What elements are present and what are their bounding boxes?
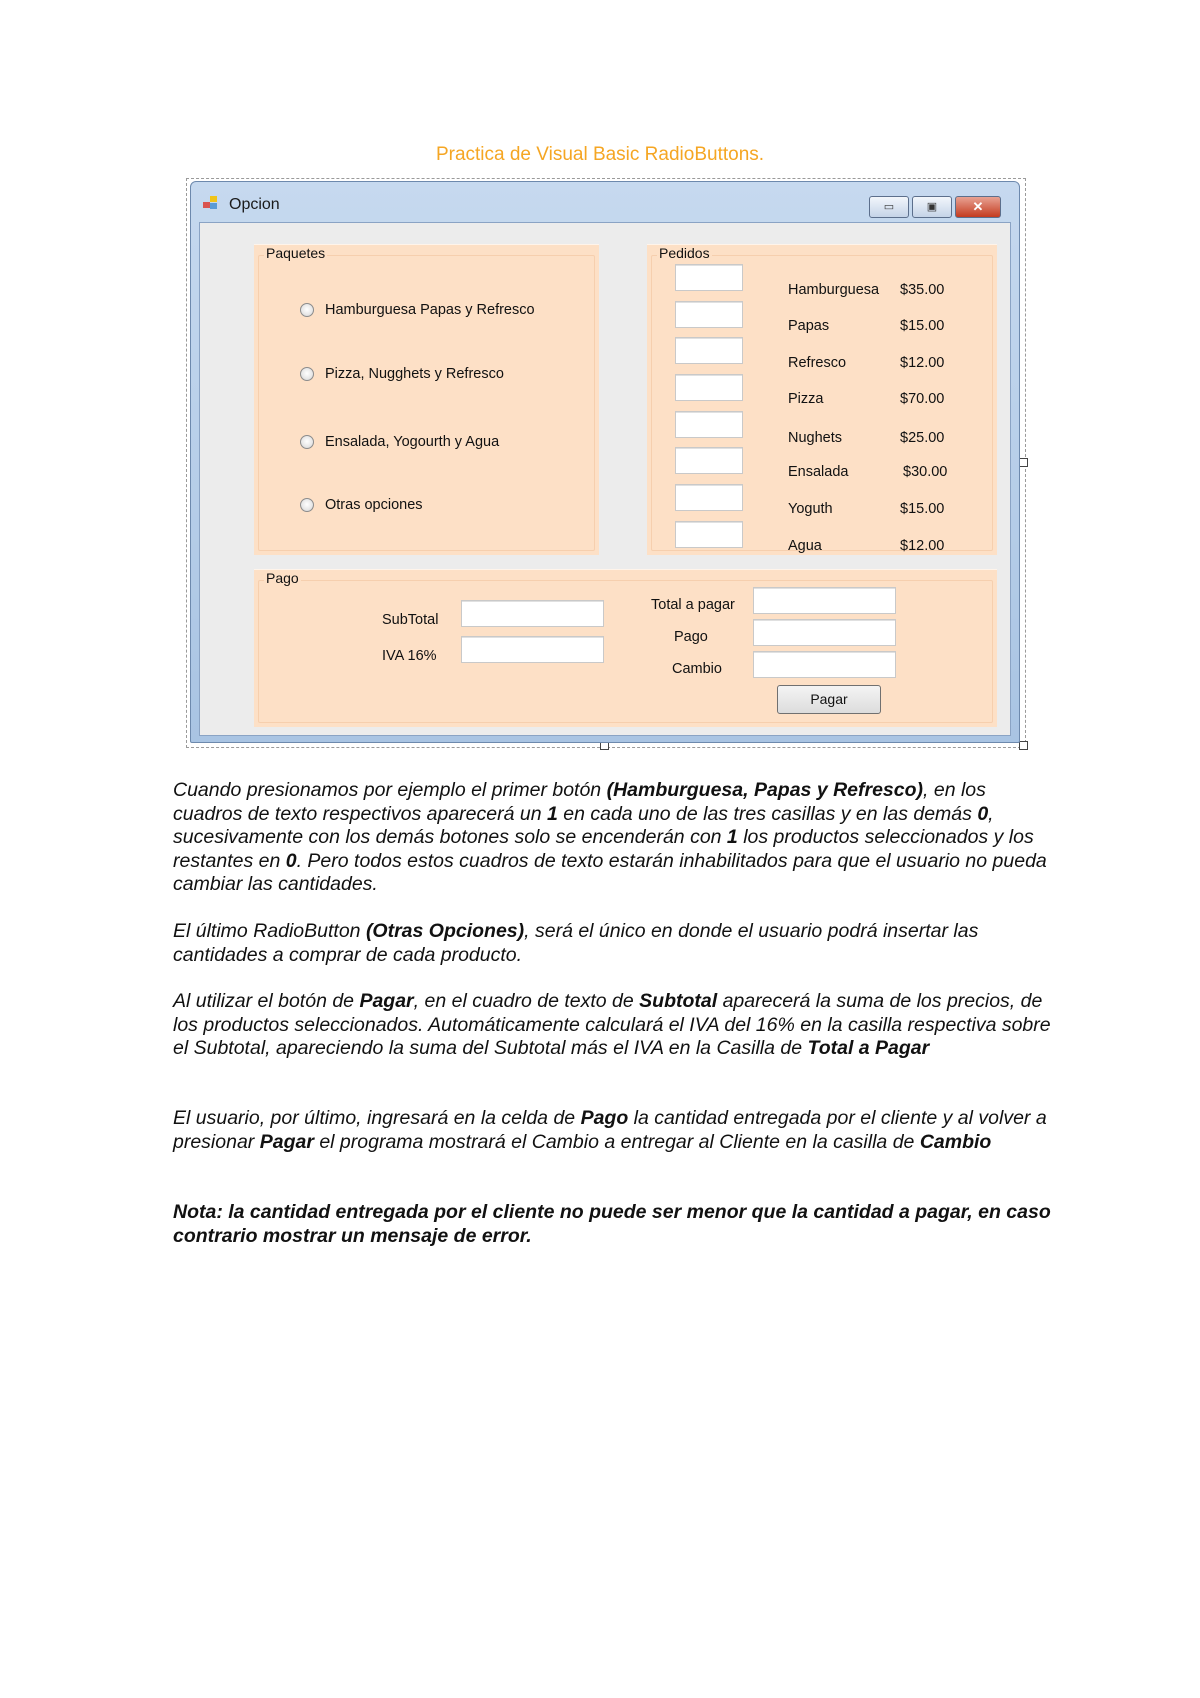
- document-title: Practica de Visual Basic RadioButtons.: [435, 144, 765, 165]
- pedidos-group: [647, 244, 997, 555]
- item-price-hamburguesa: $35.00: [900, 282, 945, 298]
- radio-otras-opciones[interactable]: Otras opciones: [300, 497, 423, 513]
- window-title: Opcion: [229, 196, 280, 213]
- close-button[interactable]: [955, 196, 1001, 218]
- radio-hamburguesa-papas-refresco[interactable]: Hamburguesa Papas y Refresco: [300, 302, 535, 318]
- form-client-area: [199, 222, 1011, 736]
- paragraph-4: El usuario, por último, ingresará en la celda de Pago la cantidad entregada por el cliente y al volver a presionar Pagar el programa mostrará el Cambio a entregar al Cliente en la casilla de Cambio: [173, 1107, 1047, 1153]
- maximize-button[interactable]: [912, 196, 952, 218]
- item-name-refresco: Refresco: [788, 355, 847, 371]
- radio-ensalada-yogourth-agua[interactable]: Ensalada, Yogourth y Agua: [300, 434, 499, 450]
- paquetes-label: Paquetes: [266, 245, 326, 261]
- maximize-icon: ▣: [926, 201, 938, 213]
- item-name-agua: Agua: [788, 538, 822, 554]
- qty-ensalada-input[interactable]: [675, 447, 743, 474]
- item-price-refresco: $12.00: [900, 355, 945, 371]
- paragraph-5-note: Nota: la cantidad entregada por el cliente no puede ser menor que la cantidad a pagar, en caso contrario mostrar un mensaje de error.: [173, 1201, 1051, 1247]
- qty-papas-input[interactable]: [675, 301, 743, 328]
- qty-nughets-input[interactable]: [675, 411, 743, 438]
- radio-circle-icon: [300, 498, 314, 512]
- item-name-yoguth: Yoguth: [788, 501, 833, 517]
- iva-label: IVA 16%: [382, 648, 437, 664]
- item-name-hamburguesa: Hamburguesa: [788, 282, 880, 298]
- paragraph-3: Al utilizar el botón de Pagar, en el cuadro de texto de Subtotal aparecerá la suma de los precios, de los productos seleccionados. Automáticamente calculará el IVA del 16% en la casilla respectiva sobre el Subtotal, apareciendo la suma del Subtotal más el IVA en la Casilla de Total a Pagar: [173, 990, 1051, 1059]
- iva-input[interactable]: [461, 636, 604, 663]
- title-bar[interactable]: [191, 182, 1019, 222]
- item-price-ensalada: $30.00: [903, 464, 948, 480]
- item-name-nughets: Nughets: [788, 430, 843, 446]
- qty-hamburguesa-input[interactable]: [675, 264, 743, 291]
- minimize-icon: ▭: [883, 201, 895, 213]
- total-a-pagar-input[interactable]: [753, 587, 896, 614]
- qty-yoguth-input[interactable]: [675, 484, 743, 511]
- paragraph-2: El último RadioButton (Otras Opciones), será el único en donde el usuario podrá insertar las cantidades a comprar de cada producto.: [173, 920, 979, 966]
- radio-circle-icon: [300, 435, 314, 449]
- resize-handle-corner[interactable]: [1019, 741, 1028, 750]
- total-a-pagar-label: Total a pagar: [651, 597, 735, 613]
- qty-pizza-input[interactable]: [675, 374, 743, 401]
- subtotal-label: SubTotal: [382, 612, 439, 628]
- item-name-pizza: Pizza: [788, 391, 824, 407]
- cambio-label: Cambio: [672, 661, 722, 677]
- paquetes-group: [254, 244, 599, 555]
- item-price-yoguth: $15.00: [900, 501, 945, 517]
- item-price-papas: $15.00: [900, 318, 945, 334]
- pago-label: Pago: [266, 570, 299, 586]
- resize-handle-right[interactable]: [1019, 458, 1028, 467]
- pago-group: [254, 569, 997, 727]
- item-price-pizza: $70.00: [900, 391, 945, 407]
- pago-input[interactable]: [753, 619, 896, 646]
- app-form-icon: [203, 196, 219, 210]
- radio-circle-icon: [300, 367, 314, 381]
- qty-agua-input[interactable]: [675, 521, 743, 548]
- radio-circle-icon: [300, 303, 314, 317]
- item-name-papas: Papas: [788, 318, 830, 334]
- form-window: [190, 181, 1020, 743]
- minimize-button[interactable]: [869, 196, 909, 218]
- radio-pizza-nugghets-refresco[interactable]: Pizza, Nugghets y Refresco: [300, 366, 504, 382]
- paragraph-1: Cuando presionamos por ejemplo el primer botón (Hamburguesa, Papas y Refresco), en los cuadros de texto respectivos aparecerá un 1 en cada uno de las tres casillas y en las demás 0, sucesivamente con los demás botones solo se encenderán con 1 los productos seleccionados y los restantes en 0. Pero todos estos cuadros de texto estarán inhabilitados para que el usuario no pueda cambiar las cantidades.: [173, 779, 1047, 895]
- close-icon: ✕: [972, 199, 984, 214]
- item-price-agua: $12.00: [900, 538, 945, 554]
- cambio-input[interactable]: [753, 651, 896, 678]
- pago-field-label: Pago: [674, 629, 708, 645]
- pedidos-label: Pedidos: [659, 245, 710, 261]
- pagar-button[interactable]: Pagar: [777, 685, 881, 714]
- item-name-ensalada: Ensalada: [788, 464, 849, 480]
- item-price-nughets: $25.00: [900, 430, 945, 446]
- qty-refresco-input[interactable]: [675, 337, 743, 364]
- subtotal-input[interactable]: [461, 600, 604, 627]
